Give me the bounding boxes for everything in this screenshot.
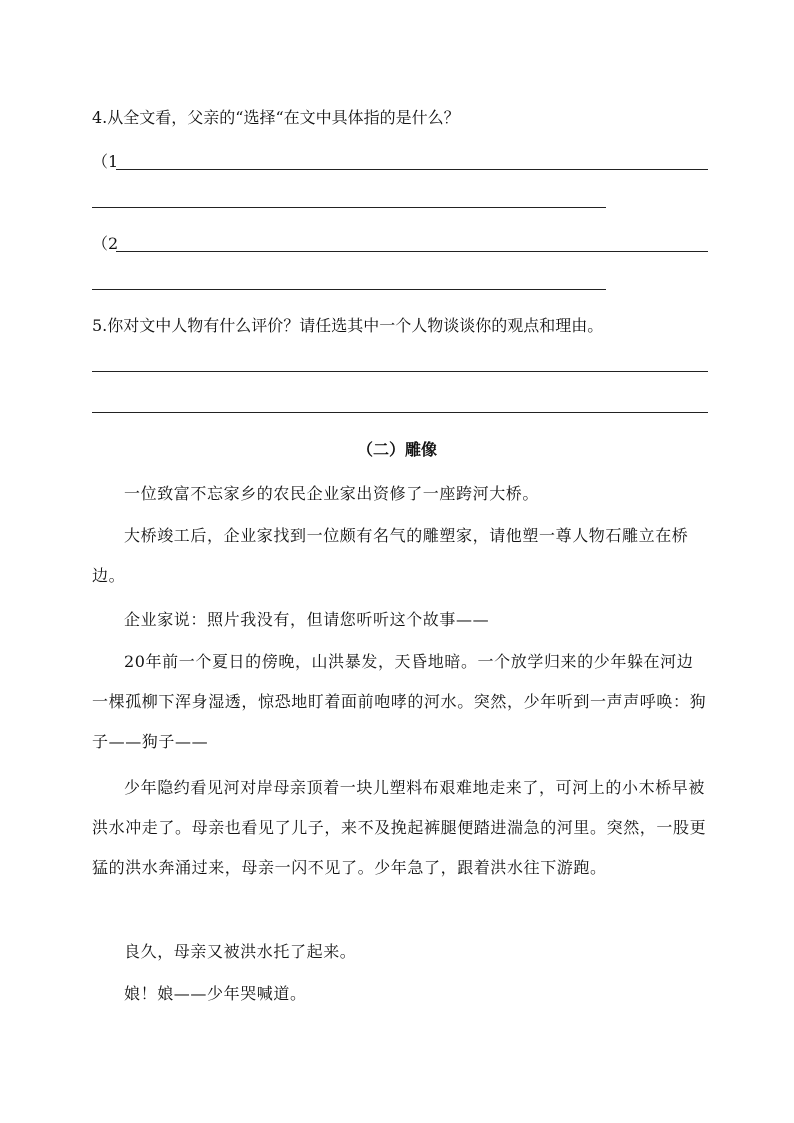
answer-line-5-1[interactable] [92,371,708,372]
story-paragraph-2: 大桥竣工后，企业家找到一位颇有名气的雕塑家，请他塑一尊人物石雕立在桥边。 [92,526,689,585]
story-paragraph-3: 企业家说：照片我没有，但请您听听这个故事—— [124,610,490,629]
answer-blank-label: （1 [92,152,119,171]
answer-line [116,251,708,252]
answer-blank-4-2[interactable] [92,232,708,256]
answer-line [116,169,708,170]
question-5-text: 5.你对文中人物有什么评价？请任选其中一个人物谈谈你的观点和理由。 [92,316,604,335]
story-paragraph-7: 娘！娘——少年哭喊道。 [124,984,307,1003]
answer-line-5-2[interactable] [92,412,708,413]
answer-blank-label: （2 [92,234,119,253]
section-title: （二）雕像 [356,440,437,459]
question-4-text: 4.从全文看，父亲的“选择“在文中具体指的是什么？ [92,108,460,127]
story-paragraph-1: 一位致富不忘家乡的农民企业家出资修了一座跨河大桥。 [124,484,540,503]
answer-line-continuation[interactable] [92,289,606,290]
story-paragraph-4: 20年前一个夏日的傍晚，山洪暴发，天昏地暗。一个放学归来的少年躲在河边一棵孤柳下浑身湿透，惊恐地盯着面前咆哮的河水。突然，少年听到一声声呼唤：狗子——狗子—— [92,652,707,751]
answer-line-continuation[interactable] [92,207,606,208]
answer-blank-4-1[interactable] [92,150,708,174]
story-paragraph-5: 少年隐约看见河对岸母亲顶着一块儿塑料布艰难地走来了，可河上的小木桥早被洪水冲走了。母亲也看见了儿子，来不及挽起裤腿便踏进湍急的河里。突然，一股更猛的洪水奔涌过来，母亲一闪不见了。少年急了，跟着洪水往下游跑。 [92,778,707,877]
story-paragraph-6: 良久，母亲又被洪水托了起来。 [124,942,357,961]
